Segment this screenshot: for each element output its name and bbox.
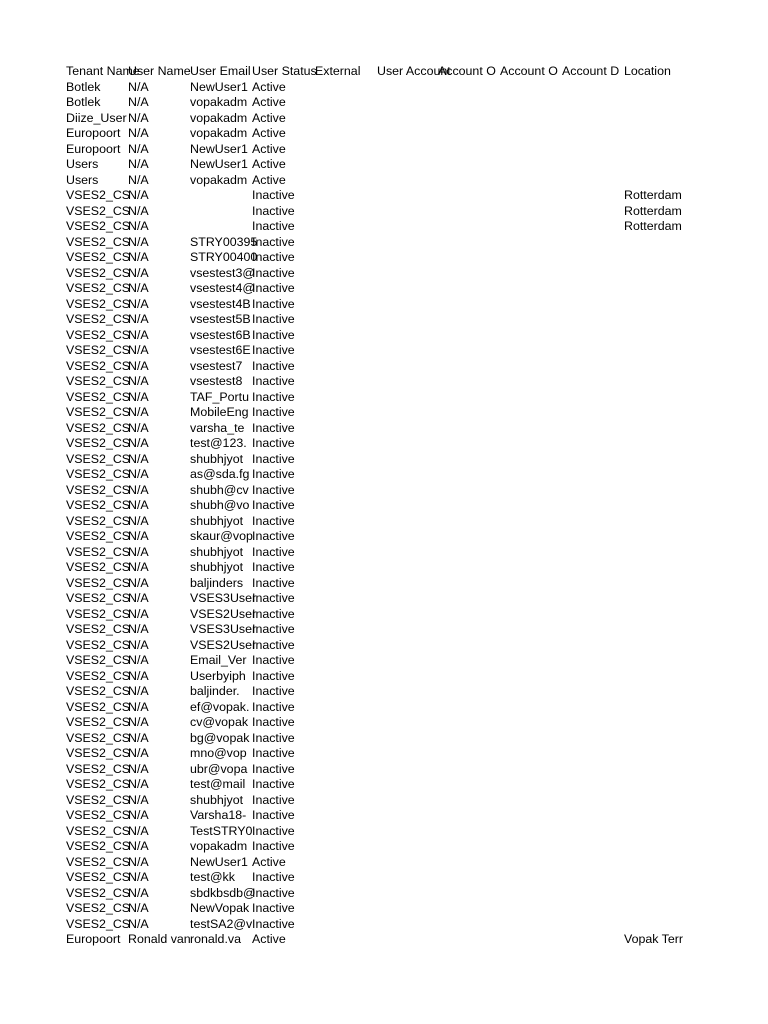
cell-user-name: N/A: [128, 792, 149, 807]
cell-user-name: N/A: [128, 141, 149, 156]
cell-user-status: Inactive: [252, 715, 295, 729]
cell-user-status: Inactive: [252, 281, 295, 295]
cell-user-name: N/A: [128, 684, 149, 698]
cell-tenant-name: VSES2_CS: [66, 281, 131, 295]
cell-user-email: vsestest4@: [190, 281, 255, 295]
cell-user-name: N/A: [128, 823, 149, 838]
cell-user-name: N/A: [128, 203, 149, 218]
header-external: External: [315, 64, 361, 78]
cell-user-name: N/A: [128, 606, 149, 621]
cell-user-status: Inactive: [252, 591, 295, 605]
table-row: [0, 343, 768, 359]
cell-user-name: N/A: [128, 110, 149, 125]
cell-location: Rotterdam: [624, 188, 682, 202]
cell-tenant-name: VSES2_CS: [66, 715, 131, 729]
table-row: [0, 622, 768, 638]
cell-tenant-name: VSES2_CS: [66, 405, 131, 419]
cell-tenant-name: VSES2_CS: [66, 188, 131, 202]
cell-user-status: Inactive: [252, 808, 295, 822]
cell-tenant-name: VSES2_CS: [66, 575, 131, 590]
cell-user-name: N/A: [128, 544, 149, 559]
cell-tenant-name: VSES2_CS: [66, 389, 131, 404]
cell-tenant-name: VSES2_CS: [66, 203, 131, 218]
cell-user-name: N/A: [128, 95, 149, 109]
cell-tenant-name: VSES2_CS: [66, 684, 131, 698]
table-row: [0, 95, 768, 111]
cell-user-status: Active: [252, 126, 286, 140]
table-row: [0, 700, 768, 716]
header-user-name: User Name: [128, 64, 191, 78]
table-row: [0, 405, 768, 421]
cell-user-status: Inactive: [252, 777, 295, 791]
table-row: [0, 452, 768, 468]
cell-user-name: N/A: [128, 653, 149, 667]
cell-tenant-name: VSES2_CS: [66, 901, 131, 915]
cell-user-name: N/A: [128, 420, 149, 435]
table-row: [0, 235, 768, 251]
cell-user-name: N/A: [128, 405, 149, 419]
cell-user-email: vopakadm: [190, 95, 248, 109]
table-row: [0, 390, 768, 406]
cell-user-status: Inactive: [252, 420, 295, 435]
cell-user-email: NewUser1: [190, 79, 248, 94]
cell-user-status: Inactive: [252, 699, 295, 714]
cell-user-name: N/A: [128, 529, 149, 543]
cell-user-name: N/A: [128, 839, 149, 853]
cell-user-email: sbdkbsdb@: [190, 885, 256, 900]
cell-tenant-name: VSES2_CS: [66, 761, 131, 776]
cell-tenant-name: VSES2_CS: [66, 637, 131, 652]
cell-tenant-name: VSES2_CS: [66, 808, 131, 822]
cell-user-email: vsestest3@: [190, 265, 255, 280]
cell-user-status: Active: [252, 172, 286, 187]
cell-tenant-name: VSES2_CS: [66, 560, 131, 574]
cell-user-status: Inactive: [252, 870, 295, 884]
cell-user-name: N/A: [128, 374, 149, 388]
table-row: [0, 328, 768, 344]
cell-tenant-name: VSES2_CS: [66, 916, 131, 931]
table-row: [0, 870, 768, 886]
cell-user-status: Inactive: [252, 467, 295, 481]
spreadsheet: [0, 64, 768, 948]
cell-user-email: vsestest6E: [190, 343, 251, 357]
cell-tenant-name: VSES2_CS: [66, 777, 131, 791]
cell-tenant-name: VSES2_CS: [66, 219, 131, 233]
table-row: [0, 808, 768, 824]
cell-user-name: N/A: [128, 885, 149, 900]
table-row: [0, 793, 768, 809]
cell-user-name: N/A: [128, 513, 149, 528]
cell-user-status: Inactive: [252, 250, 295, 264]
cell-user-name: N/A: [128, 126, 149, 140]
cell-user-email: VSES3User: [190, 622, 257, 636]
cell-user-status: Inactive: [252, 188, 295, 202]
header-location: Location: [624, 64, 671, 78]
cell-user-email: vopakadm: [190, 172, 248, 187]
table-row: [0, 483, 768, 499]
cell-user-email: bg@vopak: [190, 730, 250, 745]
cell-user-name: N/A: [128, 234, 149, 249]
table-row: [0, 297, 768, 313]
cell-user-email: ubr@vopa: [190, 761, 248, 776]
cell-user-name: Ronald van: [128, 932, 191, 946]
cell-user-email: VSES2User: [190, 606, 257, 621]
cell-tenant-name: VSES2_CS: [66, 854, 131, 869]
cell-user-name: N/A: [128, 808, 149, 822]
cell-user-status: Inactive: [252, 389, 295, 404]
cell-user-name: N/A: [128, 870, 149, 884]
cell-user-status: Inactive: [252, 327, 295, 342]
cell-user-status: Inactive: [252, 405, 295, 419]
cell-tenant-name: VSES2_CS: [66, 668, 131, 683]
cell-user-status: Inactive: [252, 792, 295, 807]
cell-user-name: N/A: [128, 668, 149, 683]
cell-tenant-name: Botlek: [66, 79, 101, 94]
cell-tenant-name: VSES2_CS: [66, 823, 131, 838]
cell-tenant-name: Users: [66, 172, 99, 187]
cell-user-email: mno@vop: [190, 746, 247, 760]
cell-user-email: as@sda.fg: [190, 467, 250, 481]
cell-user-name: N/A: [128, 343, 149, 357]
cell-user-status: Inactive: [252, 203, 295, 218]
table-row: [0, 917, 768, 933]
header-row: [0, 64, 768, 80]
cell-user-name: N/A: [128, 746, 149, 760]
table-row: [0, 886, 768, 902]
table-row: [0, 436, 768, 452]
cell-user-email: shubhjyot: [190, 513, 244, 528]
cell-user-email: VSES3User: [190, 591, 257, 605]
cell-tenant-name: VSES2_CS: [66, 792, 131, 807]
cell-tenant-name: Diize_User: [66, 110, 127, 125]
cell-tenant-name: VSES2_CS: [66, 374, 131, 388]
cell-user-email: NewUser1: [190, 157, 248, 171]
cell-tenant-name: VSES2_CS: [66, 730, 131, 745]
cell-user-name: N/A: [128, 575, 149, 590]
table-row: [0, 839, 768, 855]
cell-user-email: vsestest5B: [190, 312, 251, 326]
cell-user-email: Userbyiph: [190, 668, 246, 683]
header-account-o-2: Account O: [500, 64, 558, 78]
cell-user-name: N/A: [128, 777, 149, 791]
cell-tenant-name: VSES2_CS: [66, 885, 131, 900]
cell-user-status: Inactive: [252, 653, 295, 667]
cell-user-status: Inactive: [252, 916, 295, 931]
table-row: [0, 312, 768, 328]
cell-user-email: vopakadm: [190, 839, 248, 853]
table-row: [0, 762, 768, 778]
cell-user-name: N/A: [128, 312, 149, 326]
cell-user-email: vopakadm: [190, 126, 248, 140]
cell-tenant-name: VSES2_CS: [66, 234, 131, 249]
cell-user-status: Inactive: [252, 498, 295, 512]
cell-tenant-name: Users: [66, 157, 99, 171]
cell-user-name: N/A: [128, 715, 149, 729]
cell-tenant-name: VSES2_CS: [66, 482, 131, 497]
cell-user-email: vsestest8: [190, 374, 243, 388]
cell-user-email: NewUser1: [190, 141, 248, 156]
table-row: [0, 824, 768, 840]
table-row: [0, 514, 768, 530]
cell-tenant-name: VSES2_CS: [66, 591, 131, 605]
cell-user-status: Inactive: [252, 343, 295, 357]
cell-user-status: Active: [252, 141, 286, 156]
header-user-account: User Account: [377, 64, 451, 78]
table-row: [0, 173, 768, 189]
cell-user-status: Inactive: [252, 901, 295, 915]
cell-user-email: Varsha18-: [190, 808, 247, 822]
cell-tenant-name: VSES2_CS: [66, 312, 131, 326]
cell-user-email: vsestest7: [190, 358, 243, 373]
cell-user-status: Inactive: [252, 296, 295, 311]
cell-user-email: VSES2User: [190, 637, 257, 652]
cell-tenant-name: VSES2_CS: [66, 296, 131, 311]
cell-user-email: varsha_te: [190, 420, 245, 435]
cell-user-name: N/A: [128, 916, 149, 931]
cell-user-name: N/A: [128, 79, 149, 94]
cell-user-status: Inactive: [252, 544, 295, 559]
cell-user-name: N/A: [128, 358, 149, 373]
cell-user-status: Inactive: [252, 451, 295, 466]
cell-user-email: skaur@vop: [190, 529, 253, 543]
cell-user-name: N/A: [128, 172, 149, 187]
cell-user-email: vopakadm: [190, 110, 248, 125]
table-row: [0, 932, 768, 948]
table-row: [0, 653, 768, 669]
cell-user-status: Active: [252, 157, 286, 171]
cell-tenant-name: Botlek: [66, 95, 101, 109]
table-row: [0, 219, 768, 235]
table-row: [0, 731, 768, 747]
cell-user-name: N/A: [128, 467, 149, 481]
cell-user-status: Inactive: [252, 312, 295, 326]
table-row: [0, 901, 768, 917]
cell-user-status: Inactive: [252, 684, 295, 698]
cell-user-email: vsestest4B: [190, 296, 251, 311]
cell-user-name: N/A: [128, 482, 149, 497]
cell-tenant-name: VSES2_CS: [66, 529, 131, 543]
cell-user-status: Inactive: [252, 761, 295, 776]
cell-user-name: N/A: [128, 281, 149, 295]
cell-tenant-name: VSES2_CS: [66, 653, 131, 667]
cell-user-name: N/A: [128, 591, 149, 605]
cell-user-email: test@123.: [190, 436, 247, 450]
table-row: [0, 576, 768, 592]
cell-tenant-name: VSES2_CS: [66, 606, 131, 621]
table-row: [0, 142, 768, 158]
cell-user-status: Inactive: [252, 885, 295, 900]
cell-tenant-name: VSES2_CS: [66, 622, 131, 636]
table-row: [0, 281, 768, 297]
cell-tenant-name: VSES2_CS: [66, 513, 131, 528]
cell-tenant-name: VSES2_CS: [66, 699, 131, 714]
table-row: [0, 250, 768, 266]
cell-user-status: Active: [252, 110, 286, 125]
cell-tenant-name: VSES2_CS: [66, 451, 131, 466]
cell-user-status: Active: [252, 79, 286, 94]
cell-user-email: shubhjyot: [190, 451, 244, 466]
table-row: [0, 560, 768, 576]
header-tenant-name: Tenant Name: [66, 64, 140, 78]
cell-user-name: N/A: [128, 436, 149, 450]
table-row: [0, 607, 768, 623]
table-row: [0, 80, 768, 96]
table-row: [0, 498, 768, 514]
table-row: [0, 421, 768, 437]
cell-user-status: Inactive: [252, 560, 295, 574]
header-user-status: User Status: [252, 64, 317, 78]
table-row: [0, 111, 768, 127]
cell-user-status: Active: [252, 854, 286, 869]
cell-user-name: N/A: [128, 901, 149, 915]
cell-tenant-name: Europoort: [66, 126, 121, 140]
cell-user-status: Inactive: [252, 606, 295, 621]
cell-user-status: Inactive: [252, 637, 295, 652]
table-row: [0, 715, 768, 731]
cell-user-email: TestSTRY0: [190, 823, 253, 838]
cell-user-name: N/A: [128, 637, 149, 652]
table-row: [0, 777, 768, 793]
cell-user-name: N/A: [128, 498, 149, 512]
cell-user-status: Active: [252, 932, 286, 946]
cell-user-status: Inactive: [252, 513, 295, 528]
cell-user-name: N/A: [128, 250, 149, 264]
cell-user-email: STRY00400: [190, 250, 258, 264]
cell-location: Vopak Terr: [624, 932, 684, 946]
table-row: [0, 467, 768, 483]
cell-user-status: Inactive: [252, 482, 295, 497]
cell-user-status: Inactive: [252, 622, 295, 636]
cell-user-name: N/A: [128, 219, 149, 233]
cell-user-email: shubhjyot: [190, 560, 244, 574]
cell-user-email: Email_Ver: [190, 653, 247, 667]
cell-tenant-name: VSES2_CS: [66, 839, 131, 853]
header-account-d: Account D: [562, 64, 620, 78]
table-row: [0, 591, 768, 607]
cell-user-name: N/A: [128, 188, 149, 202]
cell-user-status: Inactive: [252, 668, 295, 683]
cell-user-name: N/A: [128, 622, 149, 636]
cell-user-email: shubh@vo: [190, 498, 250, 512]
cell-user-status: Inactive: [252, 234, 295, 249]
cell-tenant-name: VSES2_CS: [66, 870, 131, 884]
cell-user-name: N/A: [128, 699, 149, 714]
cell-user-email: test@mail: [190, 777, 246, 791]
cell-user-status: Inactive: [252, 839, 295, 853]
cell-user-email: ef@vopak.: [190, 699, 250, 714]
cell-user-email: NewUser1: [190, 854, 248, 869]
cell-user-email: STRY00395: [190, 234, 258, 249]
cell-user-status: Inactive: [252, 746, 295, 760]
cell-user-status: Inactive: [252, 823, 295, 838]
cell-user-status: Inactive: [252, 575, 295, 590]
cell-user-name: N/A: [128, 761, 149, 776]
cell-tenant-name: VSES2_CS: [66, 343, 131, 357]
table-row: [0, 374, 768, 390]
cell-user-email: baljinder.: [190, 684, 240, 698]
cell-user-email: ronald.va: [190, 932, 241, 946]
cell-user-status: Inactive: [252, 265, 295, 280]
cell-user-status: Inactive: [252, 529, 295, 543]
cell-user-name: N/A: [128, 157, 149, 171]
cell-user-name: N/A: [128, 265, 149, 280]
cell-tenant-name: Europoort: [66, 141, 121, 156]
cell-user-email: MobileEng: [190, 405, 249, 419]
cell-tenant-name: VSES2_CS: [66, 746, 131, 760]
cell-user-status: Inactive: [252, 436, 295, 450]
cell-location: Rotterdam: [624, 219, 682, 233]
cell-user-email: NewVopak: [190, 901, 250, 915]
table-row: [0, 684, 768, 700]
table-row: [0, 204, 768, 220]
header-account-o-1: Account O: [438, 64, 496, 78]
table-row: [0, 638, 768, 654]
cell-user-email: vsestest6B: [190, 327, 251, 342]
cell-tenant-name: VSES2_CS: [66, 498, 131, 512]
cell-tenant-name: VSES2_CS: [66, 420, 131, 435]
cell-user-name: N/A: [128, 296, 149, 311]
table-row: [0, 157, 768, 173]
cell-user-status: Inactive: [252, 219, 295, 233]
cell-user-status: Inactive: [252, 374, 295, 388]
cell-user-name: N/A: [128, 451, 149, 466]
table-row: [0, 746, 768, 762]
cell-user-name: N/A: [128, 389, 149, 404]
cell-tenant-name: VSES2_CS: [66, 358, 131, 373]
table-row: [0, 529, 768, 545]
cell-user-email: shubh@cv: [190, 482, 249, 497]
cell-user-name: N/A: [128, 730, 149, 745]
cell-user-email: cv@vopak: [190, 715, 249, 729]
table-row: [0, 126, 768, 142]
table-row: [0, 669, 768, 685]
cell-tenant-name: VSES2_CS: [66, 467, 131, 481]
cell-user-email: testSA2@v: [190, 916, 253, 931]
cell-user-name: N/A: [128, 854, 149, 869]
cell-user-email: baljinders: [190, 575, 244, 590]
cell-user-email: TAF_Portu: [190, 389, 249, 404]
cell-user-name: N/A: [128, 327, 149, 342]
cell-tenant-name: VSES2_CS: [66, 250, 131, 264]
header-user-email: User Email: [190, 64, 251, 78]
cell-user-status: Inactive: [252, 358, 295, 373]
table-row: [0, 266, 768, 282]
cell-tenant-name: VSES2_CS: [66, 327, 131, 342]
cell-tenant-name: VSES2_CS: [66, 265, 131, 280]
cell-user-status: Inactive: [252, 730, 295, 745]
table-row: [0, 359, 768, 375]
cell-tenant-name: VSES2_CS: [66, 436, 131, 450]
cell-user-email: shubhjyot: [190, 544, 244, 559]
cell-user-email: shubhjyot: [190, 792, 244, 807]
cell-location: Rotterdam: [624, 203, 682, 218]
table-row: [0, 855, 768, 871]
table-row: [0, 545, 768, 561]
cell-user-email: test@kk: [190, 870, 235, 884]
cell-tenant-name: VSES2_CS: [66, 544, 131, 559]
table-row: [0, 188, 768, 204]
cell-tenant-name: Europoort: [66, 932, 121, 946]
cell-user-status: Active: [252, 95, 286, 109]
cell-user-name: N/A: [128, 560, 149, 574]
